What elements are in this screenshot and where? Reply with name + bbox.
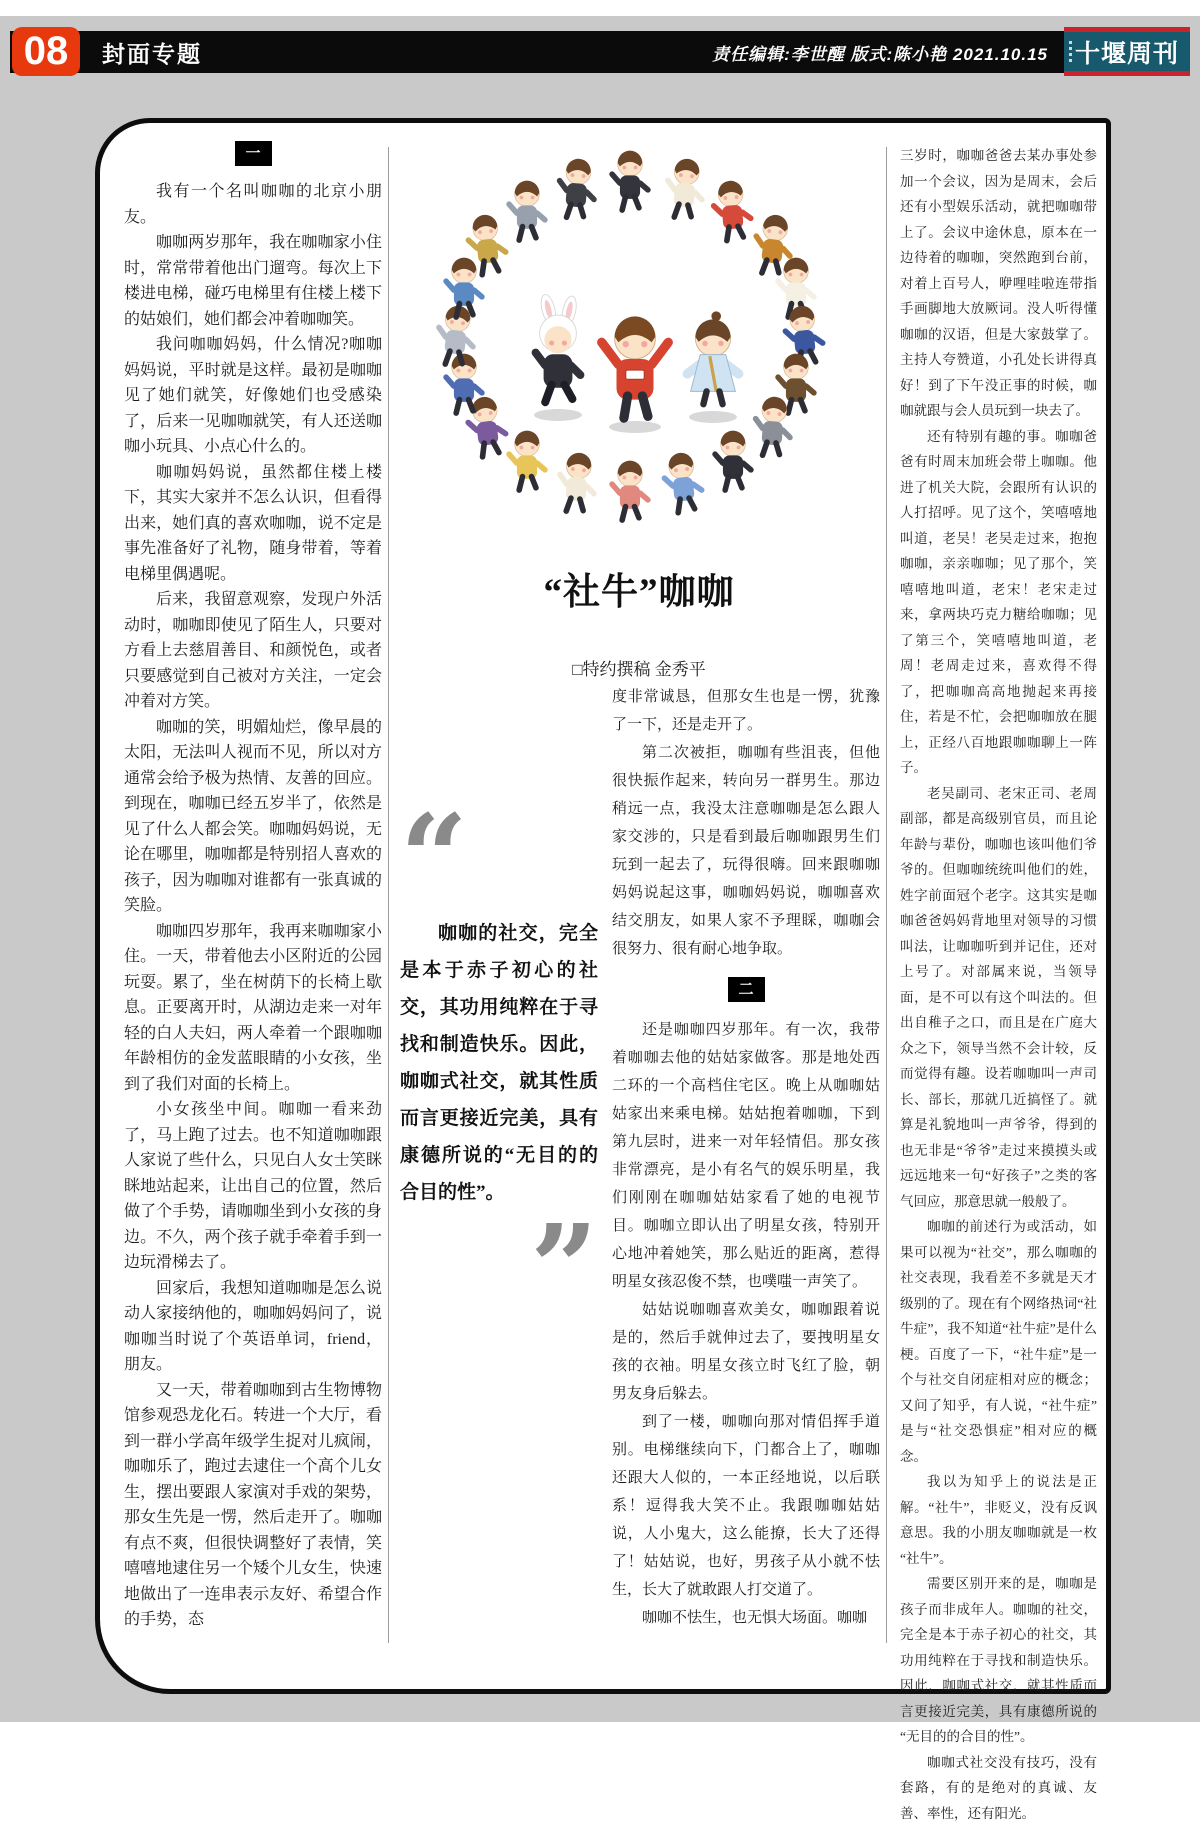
paragraph: 第二次被拒，咖咖有些沮丧，但他很快振作起来，转向另一群男生。那边稍远一点，我没太注意咖咖是怎么跟人家交涉的，只是看到最后咖咖跟男生们玩到一起去了，玩得很嗨。回来跟咖咖妈妈说起这事，咖咖妈妈说，咖咖喜欢结交朋友，如果人家不予理睬，咖咖会很努力、很有耐心地争取。: [612, 739, 880, 963]
paragraph: 度非常诚恳，但那女生也是一愣，犹豫了一下，还是走开了。: [612, 683, 880, 739]
robe-kid: [687, 311, 738, 404]
paragraph: 还有特别有趣的事。咖咖爸爸有时周末加班会带上咖咖。他进了机关大院，会跟所有认识的人打招呼。见了这个，笑嘻嘻地叫道，老吴！老吴走过来，抱抱咖咖，亲亲咖咖；见了那个，笑嘻嘻地叫道，老宋！老宋走过来，拿两块巧克力糖给咖咖；见了第三个，笑嘻嘻地叫道，老周！老周走过来，喜欢得不得了，把咖咖高高地抛起来再接住，若是不忙，会把咖咖放在腿上，正经八百地跟咖咖聊上一阵子。: [900, 424, 1097, 781]
column-1-paragraphs: [124, 179, 382, 1633]
column-3-paragraphs: [900, 143, 1097, 1826]
paragraph: 咖咖的前述行为或活动，如果可以视为“社交”，那么咖咖的社交表现，我看差不多就是天才级别的了。现在有个网络热词“社牛症”，我不知道“社牛症”是什么梗。百度了一下，“社牛症”是一个与社交自闭症相对应的概念；又问了知乎，有人说，“社牛症”是与“社交恐惧症”相对应的概念。: [900, 1214, 1097, 1469]
paragraph: 姑姑说咖咖喜欢美女，咖咖跟着说是的，然后手就伸过去了，要拽明星女孩的衣袖。明星女孩立时飞红了脸，朝男友身后躲去。: [612, 1296, 880, 1408]
column-divider: [886, 147, 887, 1643]
article-column-2: [612, 683, 880, 1632]
masthead-title: 十堰周刊: [1075, 34, 1179, 70]
section-marker-1: 一: [235, 141, 272, 166]
pull-quote: [400, 823, 598, 1297]
pull-quote-text: 咖咖的社交，完全是本于赤子初心的社交，其功用纯粹在于寻找和制造快乐。因此，咖咖式社交，就其性质而言更接近完美，具有康德所说的“无目的的合目的性”。: [400, 915, 598, 1211]
paragraph: 回家后，我想知道咖咖是怎么说动人家接纳他的，咖咖妈妈问了，说咖咖当时说了个英语单词，friend，朋友。: [124, 1276, 382, 1378]
page-number-badge: 08: [12, 27, 80, 76]
paragraph: 咖咖四岁那年，我再来咖咖家小住。一天，带着他去小区附近的公园玩耍。累了，坐在树荫下的长椅上歇息。正要离开时，从湖边走来一对年轻的白人夫妇，两人牵着一个跟咖咖年龄相仿的金发蓝眼睛的小女孩，坐到了我们对面的长椅上。: [124, 919, 382, 1098]
editor-credits: 责任编辑:李世醒 版式:陈小艳 2021.10.15: [712, 31, 1048, 73]
close-quote-icon: ”: [400, 1213, 598, 1297]
paragraph: 后来，我留意观察，发现户外活动时，咖咖即使见了陌生人，只要对方看上去慈眉善目、和颜悦色，或者只要感觉到自己被对方关注，一定会冲着对方笑。: [124, 587, 382, 715]
article-column-3: [900, 143, 1097, 1826]
content-frame: [95, 118, 1111, 1694]
red-sweater-kid: [602, 316, 669, 418]
paragraph: 咖咖妈妈说，虽然都住楼上楼下，其实大家并不怎么认识，但看得出来，她们真的喜欢咖咖，说不定是事先准备好了礼物，随身带着，等着电梯里偶遇呢。: [124, 460, 382, 588]
bunny-hat-kid: [536, 293, 581, 402]
paragraph: 我有一个名叫咖咖的北京小朋友。: [124, 179, 382, 230]
paragraph: 我以为知乎上的说法是正解。“社牛”，非贬义，没有反讽意思。我的小朋友咖咖就是一枚“社牛”。: [900, 1469, 1097, 1571]
article-middle-zone: [398, 123, 880, 1689]
paragraph: 需要区别开来的是，咖咖是孩子而非成年人。咖咖的社交，完全是本于赤子初心的社交，其功用纯粹在于寻找和制造快乐。因此，咖咖式社交，就其性质而言更接近完美，具有康德所说的“无目的的合目的性”。: [900, 1571, 1097, 1750]
section-title: 封面专题: [102, 31, 202, 73]
masthead: [1064, 27, 1190, 76]
paragraph: 还是咖咖四岁那年。有一次，我带着咖咖去他的姑姑家做客。那是地处西二环的一个高档住宅区。晚上从咖咖姑姑家出来乘电梯。姑姑抱着咖咖，下到第九层时，进来一对年轻情侣。那女孩非常漂亮，是小有名气的娱乐明星，我们刚刚在咖咖姑姑家看了她的电视节目。咖咖立即认出了明星女孩，特别开心地冲着她笑，那么贴近的距离，惹得明星女孩忍俊不禁，也噗嗤一声笑了。: [612, 1016, 880, 1296]
paragraph: 咖咖不怯生，也无惧大场面。咖咖: [612, 1604, 880, 1632]
paragraph: 小女孩坐中间。咖咖一看来劲了，马上跑了过去。也不知道咖咖跟人家说了些什么，只见白人女士笑眯眯地站起来，让出自己的位置，然后做了个手势，请咖咖坐到小女孩的身边。不久，两个孩子就手牵着手到一边玩滑梯去了。: [124, 1097, 382, 1276]
column-2-paragraphs-b: [612, 1016, 880, 1632]
paragraph: 又一天，带着咖咖到古生物博物馆参观恐龙化石。转进一个大厅，看到一群小学高年级学生捉对儿疯闹，咖咖乐了，跑过去逮住一个高个儿女生，摆出要跟人家演对手戏的架势，那女生先是一愣，然后走开了。咖咖有点不爽，但很快调整好了表情，笑嘻嘻地逮住另一个矮个儿女生，快速地做出了一连串表示友好、希望合作的手势，态: [124, 1378, 382, 1633]
paragraph: 到了一楼，咖咖向那对情侣挥手道别。电梯继续向下，门都合上了，咖咖还跟大人似的，一本正经地说，以后联系！逗得我大笑不止。我跟咖咖姑姑说，人小鬼大，这么能撩，长大了还得了！姑姑说，也好，男孩子从小就不怯生，长大了就敢跟人打交道了。: [612, 1408, 880, 1604]
paragraph: 三岁时，咖咖爸爸去某办事处参加一个会议，因为是周末，会后还有小型娱乐活动，就把咖咖带上了。会议中途休息，原本在一边待着的咖咖，突然跑到台前，对着上百号人，咿哩哇啦连带指手画脚地大放厥词。没人听得懂咖咖的汉语，但是大家鼓掌了。主持人夸赞道，小孔处长讲得真好！到了下午没正事的时候，咖咖就跟与会人员玩到一块去了。: [900, 143, 1097, 424]
open-quote-icon: “: [400, 823, 598, 909]
paragraph: 老吴副司、老宋正司、老周副部，都是高级别官员，而且论年龄与辈份，咖咖也该叫他们爷爷的。但咖咖统统叫他们的姓，姓字前面冠个老字。这其实是咖咖爸爸妈妈背地里对领导的习惯叫法，让咖咖听到并记住，还对上号了。对部属来说，当领导面，是不可以有这个叫法的。但出自稚子之口，而且是在广庭大众之下，领导当然不会计较，反而觉得有趣。设若咖咖叫一声司长、部长，那就几近搞怪了。就算是礼貌地叫一声爷爷，得到的也无非是“爷爷”走过来摸摸头或远远地来一句“好孩子”之类的客气回应，那意思就一般般了。: [900, 781, 1097, 1215]
section-marker-2: 二: [728, 977, 765, 1002]
article-column-1: [124, 141, 382, 1633]
paragraph: 我问咖咖妈妈，什么情况?咖咖妈妈说，平时就是这样。最初是咖咖见了她们就笑，好像她们也受感染了，后来一见咖咖就笑，有人还送咖咖小玩具、小点心什么的。: [124, 332, 382, 460]
masthead-side-marks: [1069, 41, 1072, 62]
column-2-paragraphs-a: [612, 683, 880, 963]
article-title: “社牛”咖咖: [398, 561, 880, 615]
paragraph: 咖咖式社交没有技巧，没有套路，有的是绝对的真诚、友善、率性，还有阳光。: [900, 1750, 1097, 1826]
paragraph: 咖咖的笑，明媚灿烂，像早晨的太阳，无法叫人视而不见，所以对方通常会给予极为热情、友善的回应。到现在，咖咖已经五岁半了，依然是见了什么人都会笑。咖咖妈妈说，无论在哪里，咖咖都是特别招人喜欢的孩子，因为咖咖对谁都有一张真诚的笑脸。: [124, 715, 382, 919]
article-byline: □特约撰稿 金秀平: [398, 655, 880, 680]
paragraph: 咖咖两岁那年，我在咖咖家小住时，常常带着他出门遛弯。每次上下楼进电梯，碰巧电梯里有住楼上楼下的姑娘们，她们都会冲着咖咖笑。: [124, 230, 382, 332]
header-bar: [10, 31, 1064, 73]
column-divider: [388, 147, 389, 1643]
dancing-children-illustration: [410, 131, 850, 563]
